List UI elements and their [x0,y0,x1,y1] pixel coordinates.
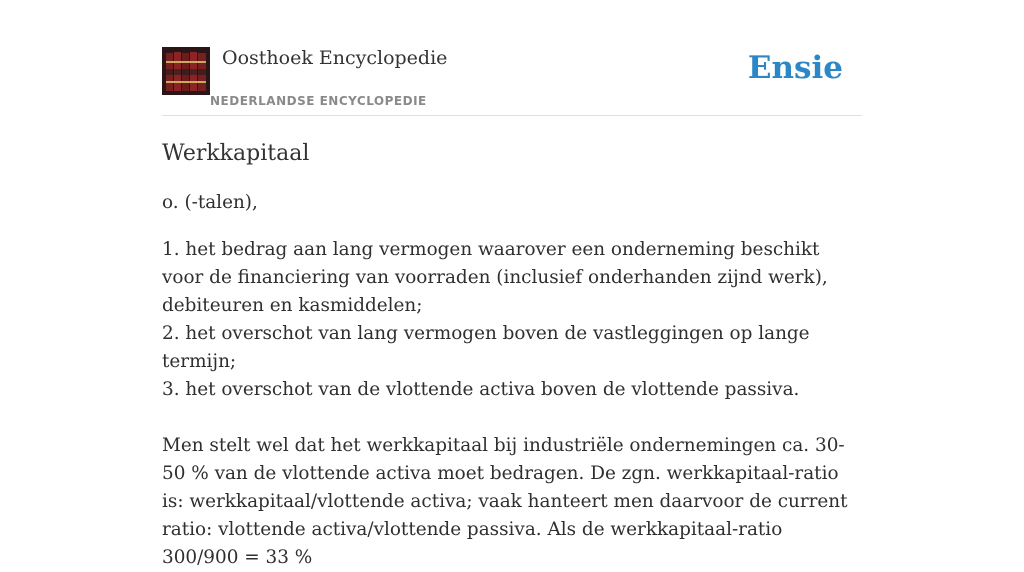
encyclopedia-books-icon[interactable] [162,47,210,95]
ensie-logo-link[interactable]: Ensie [747,50,843,86]
article-body [162,189,862,572]
grammar-note: o. (-talen), [162,192,258,213]
site-subtitle: NEDERLANDSE ENCYCLOPEDIE [210,94,427,108]
definitions-list: 1. het bedrag aan lang vermogen waarover een onderneming beschikt voor de financiering van voorraden (inclusief onderhanden zijnd werk), debiteuren en kasmiddelen; 2. het overschot van lang vermogen boven de vastleggingen op lange termijn; 3. het overschot van de vlottende activa boven de vlottende passiva. [162,239,828,400]
article [162,138,862,572]
site-title[interactable]: Oosthoek Encyclopedie [222,47,448,69]
article-paragraph: Men stelt wel dat het werkkapitaal bij industriële ondernemingen ca. 30-50 % van de vlottende activa moet bedragen. De zgn. werkkapitaal-ratio is: werkkapitaal/vlottende activa; vaak hanteert men daarvoor de current ratio: vlottende activa/vlottende passiva. Als de werkkapitaal-ratio 300/900 = 33 % [162,435,848,568]
article-title: Werkkapitaal [162,141,310,166]
site-header [162,46,862,116]
